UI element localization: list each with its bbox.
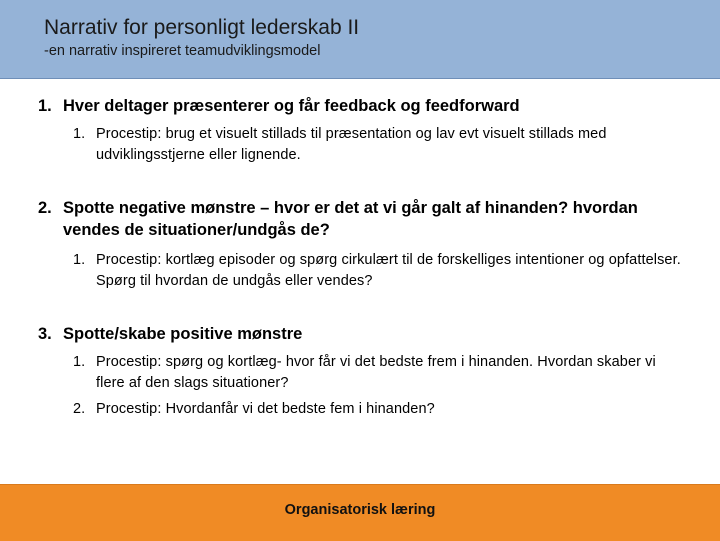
sub-item-text: Procestip: Hvordanfår vi det bedste fem i hinanden? (96, 401, 435, 417)
list-item-1 (38, 95, 688, 117)
sub-item-number: 1. (73, 354, 86, 370)
list-item-number: 1. (38, 97, 52, 115)
list-item-text: Spotte/skabe positive mønstre (63, 325, 303, 343)
footer-banner (0, 484, 720, 541)
sub-item-2-1 (73, 250, 683, 292)
list-item-2 (38, 197, 688, 241)
sub-item-text: Procestip: kortlæg episoder og spørg cirkulært til de forskelliges intentioner og opfattelser. Spørg til hvordan de undgås eller vendes? (96, 252, 681, 289)
sub-item-number: 1. (73, 126, 86, 142)
sub-item-3-2 (73, 399, 683, 420)
list-item-number: 2. (38, 199, 52, 217)
sub-item-text: Procestip: spørg og kortlæg- hvor får vi det bedste frem i hinanden. Hvordan skaber vi flere af den slags situationer? (96, 354, 656, 391)
sub-item-1-1 (73, 124, 683, 166)
sub-item-number: 2. (73, 401, 86, 417)
sub-item-text: Procestip: brug et visuelt stillads til præsentation og lav evt visuelt stillads med udviklingsstjerne eller lignende. (96, 126, 607, 163)
slide-title: Narrativ for personligt lederskab II (44, 16, 360, 39)
list-item-3 (38, 323, 688, 345)
sub-item-3-1 (73, 352, 683, 394)
footer-label: Organisatorisk læring (284, 502, 436, 518)
list-item-number: 3. (38, 325, 52, 343)
sub-item-number: 1. (73, 252, 86, 268)
list-item-text: Hver deltager præsenterer og får feedback og feedforward (63, 97, 520, 115)
list-item-text: Spotte negative mønstre – hvor er det at vi går galt af hinanden? hvordan vendes de situationer/undgås de? (63, 199, 638, 239)
slide-subtitle: -en narrativ inspireret teamudviklingsmodel (44, 43, 321, 59)
